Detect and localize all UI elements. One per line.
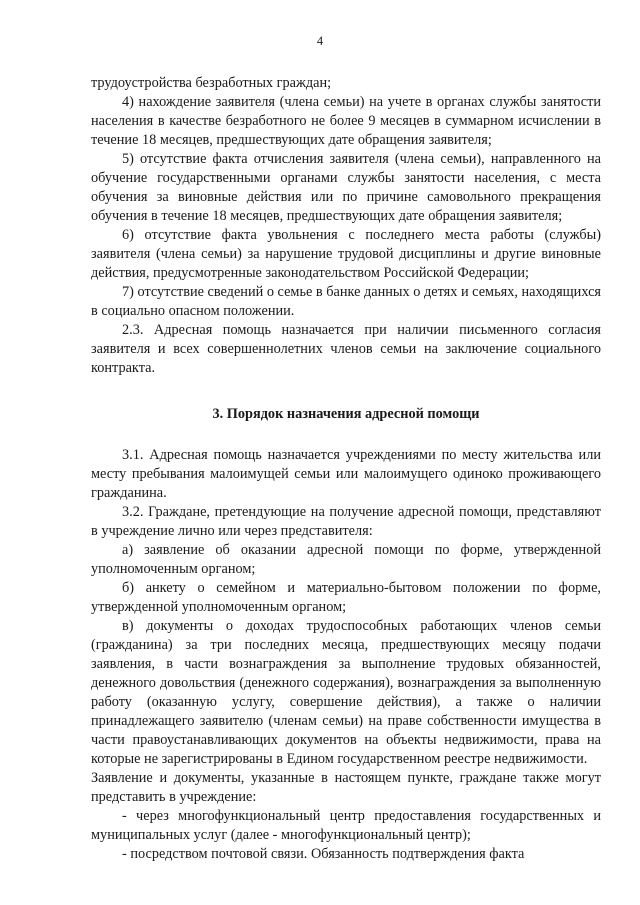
paragraph: Заявление и документы, указанные в настоящем пункте, граждане также могут представить в учреждение: xyxy=(91,770,601,805)
paragraph: 4) нахождение заявителя (члена семьи) на учете в органах службы занятости населения в качестве безработного не более 9 месяцев в суммарном исчислении в течение 18 месяцев, предшествующих дате обращения заявителя; xyxy=(91,94,601,148)
paragraph: б) анкету о семейном и материально-бытовом положении по форме, утвержденной уполномоченным органом; xyxy=(91,580,601,615)
list-item: - посредством почтовой связи. Обязанность подтверждения факта xyxy=(122,846,525,862)
document-body xyxy=(91,74,601,864)
paragraph: 7) отсутствие сведений о семье в банке данных о детях и семьях, находящихся в социально опасном положении. xyxy=(91,284,601,319)
paragraph: а) заявление об оказании адресной помощи по форме, утвержденной уполномоченным органом; xyxy=(91,542,601,577)
page-number: 4 xyxy=(316,34,324,48)
section-heading: 3. Порядок назначения адресной помощи xyxy=(212,406,480,422)
paragraph: трудоустройства безработных граждан; xyxy=(91,75,332,91)
paragraph: 3.2. Граждане, претендующие на получение адресной помощи, представляют в учреждение лично или через представителя: xyxy=(91,504,601,539)
paragraph: 6) отсутствие факта увольнения с последнего места работы (службы) заявителя (члена семьи) за нарушение трудовой дисциплины и другие виновные действия, предусмотренные законодательством Российской Федерации; xyxy=(91,227,601,281)
paragraph: в) документы о доходах трудоспособных работающих членов семьи (гражданина) за три последних месяца, предшествующих месяцу подачи заявления, в части вознаграждения за выполнение трудовых обязанностей, денежного довольствия (денежного содержания), вознаграждения за выполненную работу (оказанную услугу, совершение действия), а также о наличии принадлежащего заявителю (членам семьи) на праве собственности имущества в части правоустанавливающих документов на объекты недвижимости, права на которые не зарегистрированы в Едином государственном реестре недвижимости. xyxy=(91,618,601,767)
list-item: - через многофункциональный центр предоставления государственных и муниципальных услуг (далее - многофункциональный центр); xyxy=(91,808,601,843)
paragraph: 3.1. Адресная помощь назначается учреждениями по месту жительства или месту пребывания малоимущей семьи или малоимущего одиноко проживающего гражданина. xyxy=(91,447,601,501)
paragraph: 5) отсутствие факта отчисления заявителя (члена семьи), направленного на обучение государственными органами службы занятости населения, с места обучения за виновные действия или по причине самовольного прекращения обучения в течение 18 месяцев, предшествующих дате обращения заявителя; xyxy=(91,151,601,224)
paragraph: 2.3. Адресная помощь назначается при наличии письменного согласия заявителя и всех совершеннолетних членов семьи на заключение социального контракта. xyxy=(91,322,601,376)
